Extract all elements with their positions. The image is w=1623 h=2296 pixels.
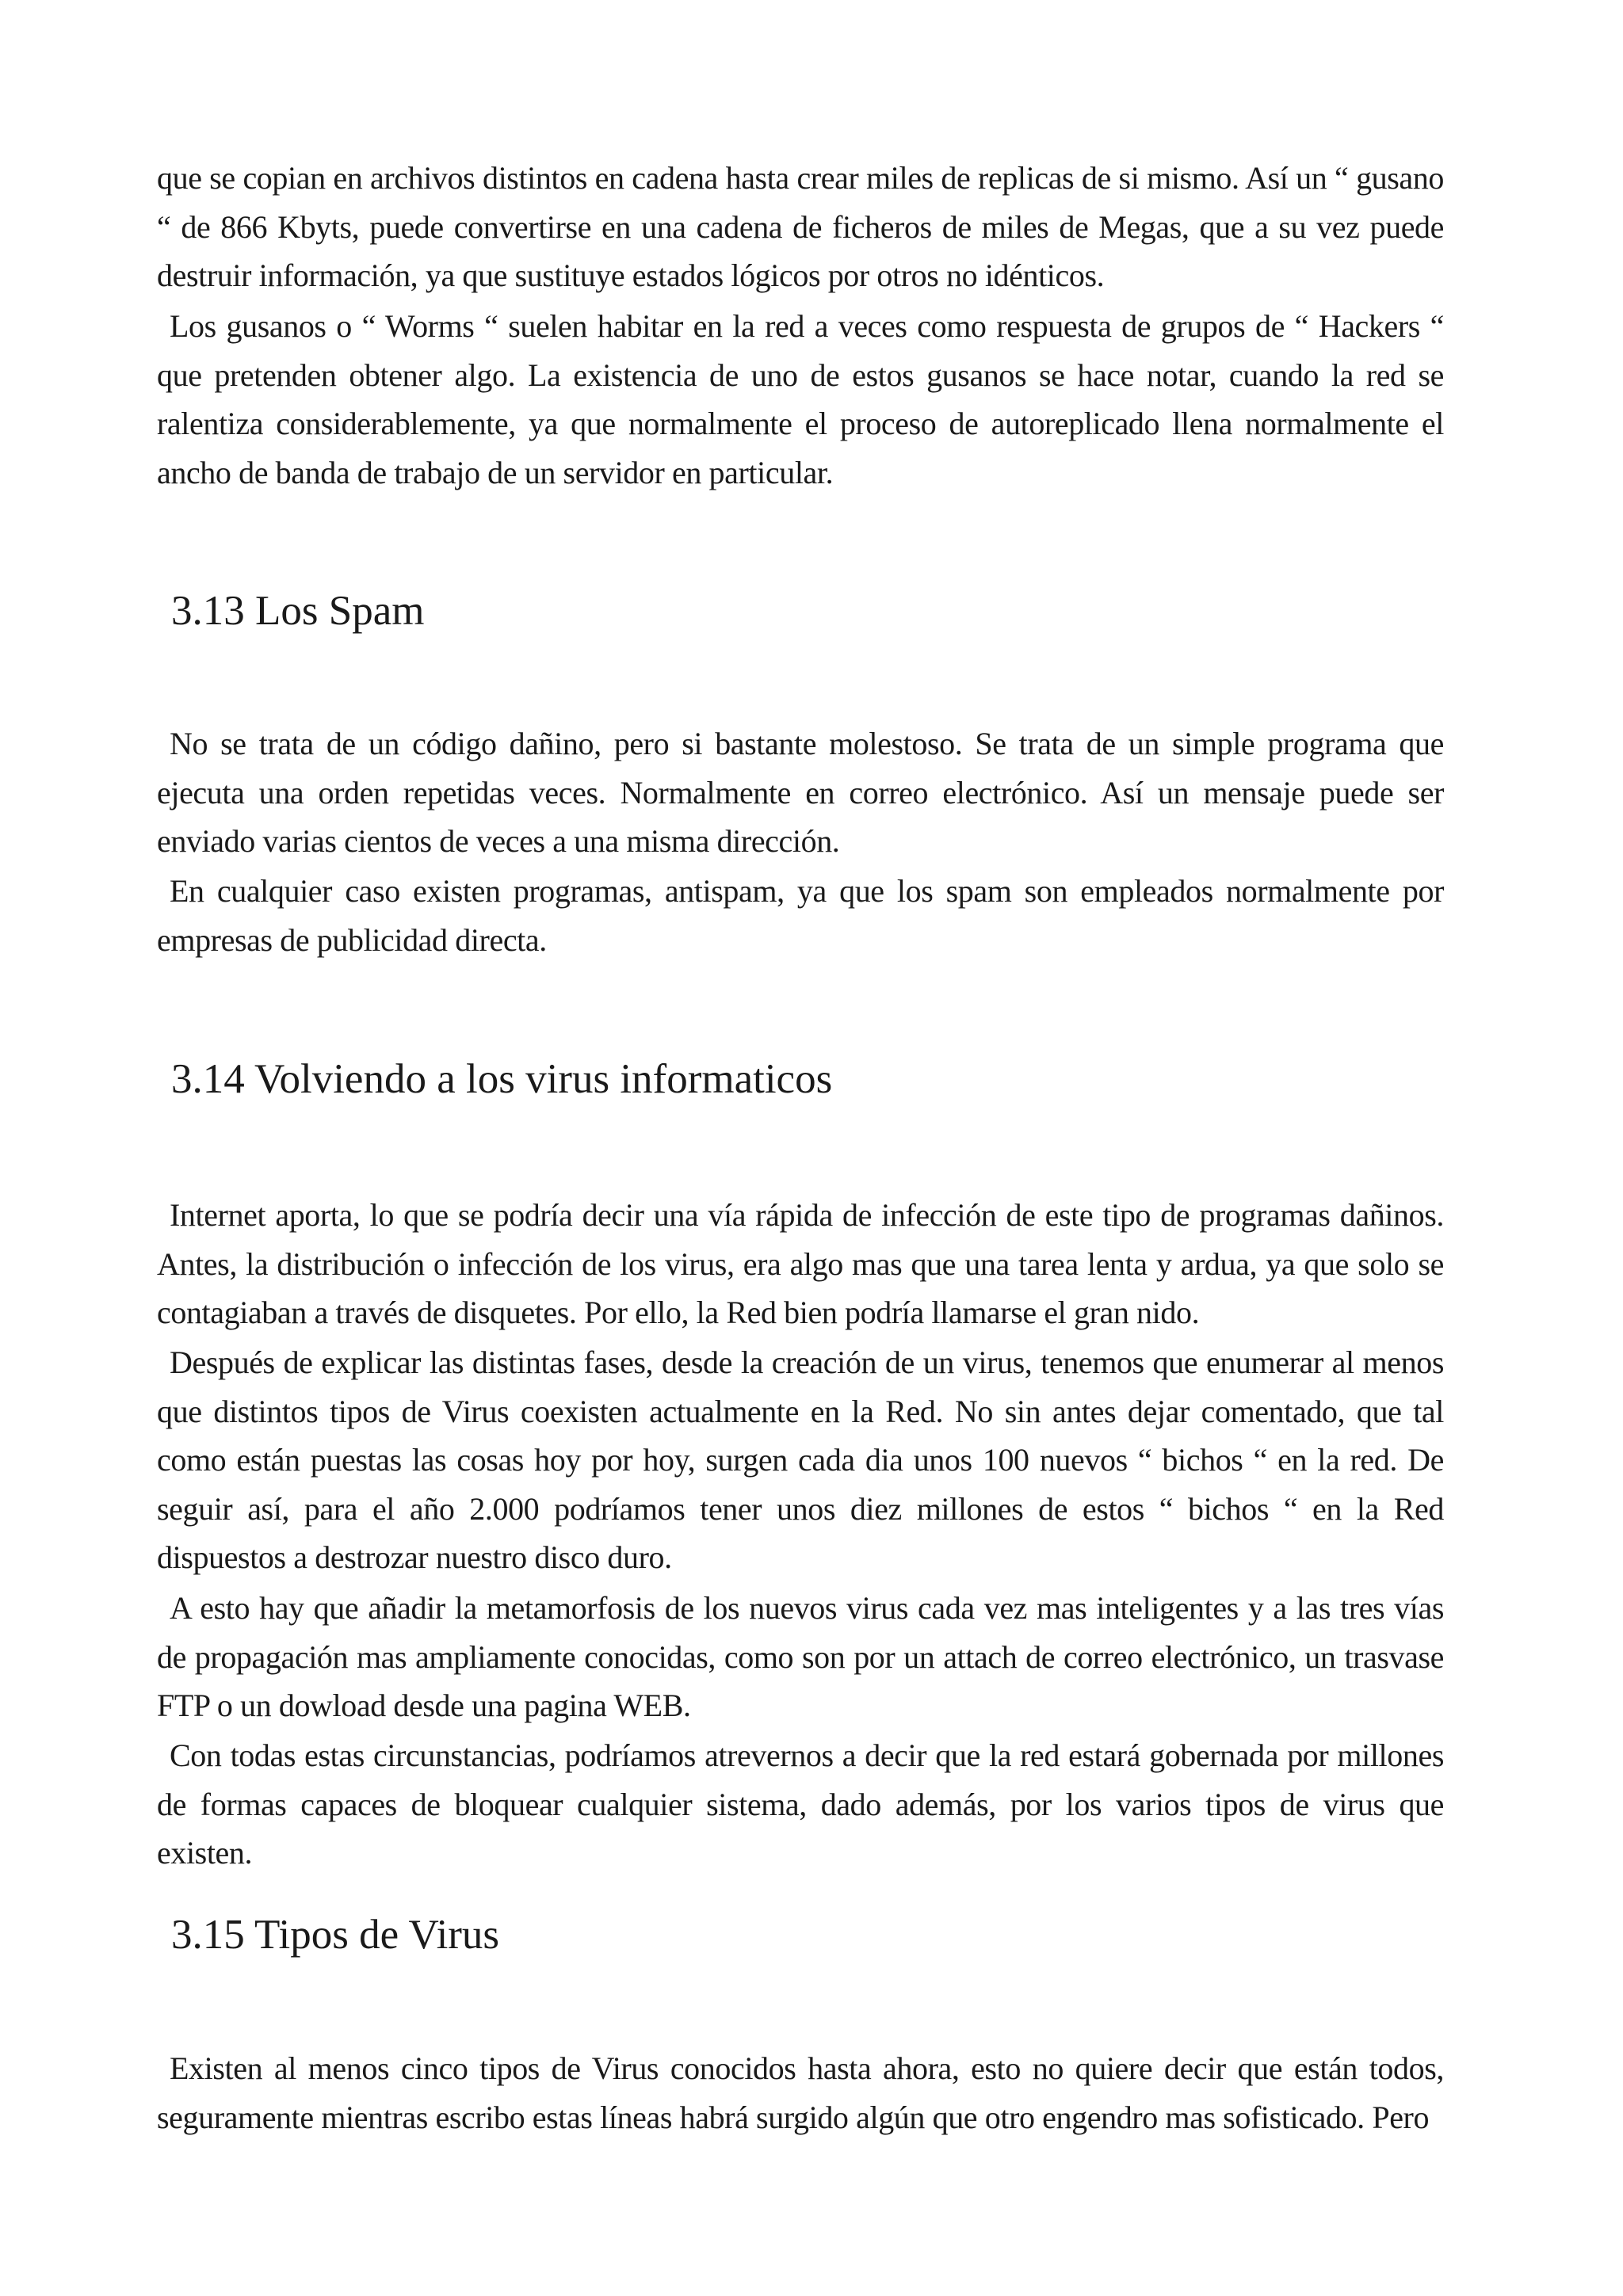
paragraph-virus-2: Después de explicar las distintas fases, desde la creación de un virus, tenemos que enumerar al menos que distintos tipos de Virus coexisten actualmente en la Red. No sin antes dejar comentado, que tal como están puestas las cosas hoy por hoy, surgen cada dia unos 100 nuevos “ bichos “ en la red. De seguir así, para el año 2.000 podríamos tener unos diez millones de estos “ bichos “ en la Red dispuestos a destrozar nuestro disco duro. [157, 1344, 1444, 1575]
paragraph-intro-1: que se copian en archivos distintos en cadena hasta crear miles de replicas de si mismo. Así un “ gusano “ de 866 Kbyts, puede convertirse en una cadena de ficheros de miles de Megas, que a su vez puede destruir información, ya que sustituye estados lógicos por otros no idénticos. [157, 160, 1444, 293]
paragraph-virus-3: A esto hay que añadir la metamorfosis de los nuevos virus cada vez mas inteligentes y a las tres vías de propagación mas ampliamente conocidas, como son por un attach de correo electrónico, un trasvase FTP o un dowload desde una pagina WEB. [157, 1590, 1444, 1723]
paragraph-tipos-1: Existen al menos cinco tipos de Virus conocidos hasta ahora, esto no quiere decir que están todos, seguramente mientras escribo estas líneas habrá surgido algún que otro engendro mas sofisticado. Pero [157, 2050, 1444, 2135]
paragraph-intro-2: Los gusanos o “ Worms “ suelen habitar en la red a veces como respuesta de grupos de “ Hackers “ que pretenden obtener algo. La existencia de uno de estos gusanos se hace notar, cuando la red se ralentiza considerablemente, ya que normalmente el proceso de autoreplicado llena normalmente el ancho de banda de trabajo de un servidor en particular. [157, 308, 1444, 490]
paragraph-spam-2: En cualquier caso existen programas, antispam, ya que los spam son empleados normalmente por empresas de publicidad directa. [157, 873, 1444, 958]
section-heading-3-14: 3.14 Volviendo a los virus informaticos [171, 1056, 833, 1102]
section-heading-3-13: 3.13 Los Spam [171, 588, 425, 634]
paragraph-virus-1: Internet aporta, lo que se podría decir una vía rápida de infección de este tipo de programas dañinos. Antes, la distribución o infección de los virus, era algo mas que una tarea lenta y ardua, ya que solo se contagiaban a través de disquetes. Por ello, la Red bien podría llamarse el gran nido. [157, 1197, 1444, 1330]
paragraph-virus-4: Con todas estas circunstancias, podríamos atrevernos a decir que la red estará gobernada por millones de formas capaces de bloquear cualquier sistema, dado además, por los varios tipos de virus que existen. [157, 1737, 1444, 1871]
paragraph-spam-1: No se trata de un código dañino, pero si bastante molestoso. Se trata de un simple programa que ejecuta una orden repetidas veces. Normalmente en correo electrónico. Así un mensaje puede ser enviado varias cientos de veces a una misma dirección. [157, 726, 1444, 859]
section-heading-3-15: 3.15 Tipos de Virus [171, 1912, 500, 1958]
